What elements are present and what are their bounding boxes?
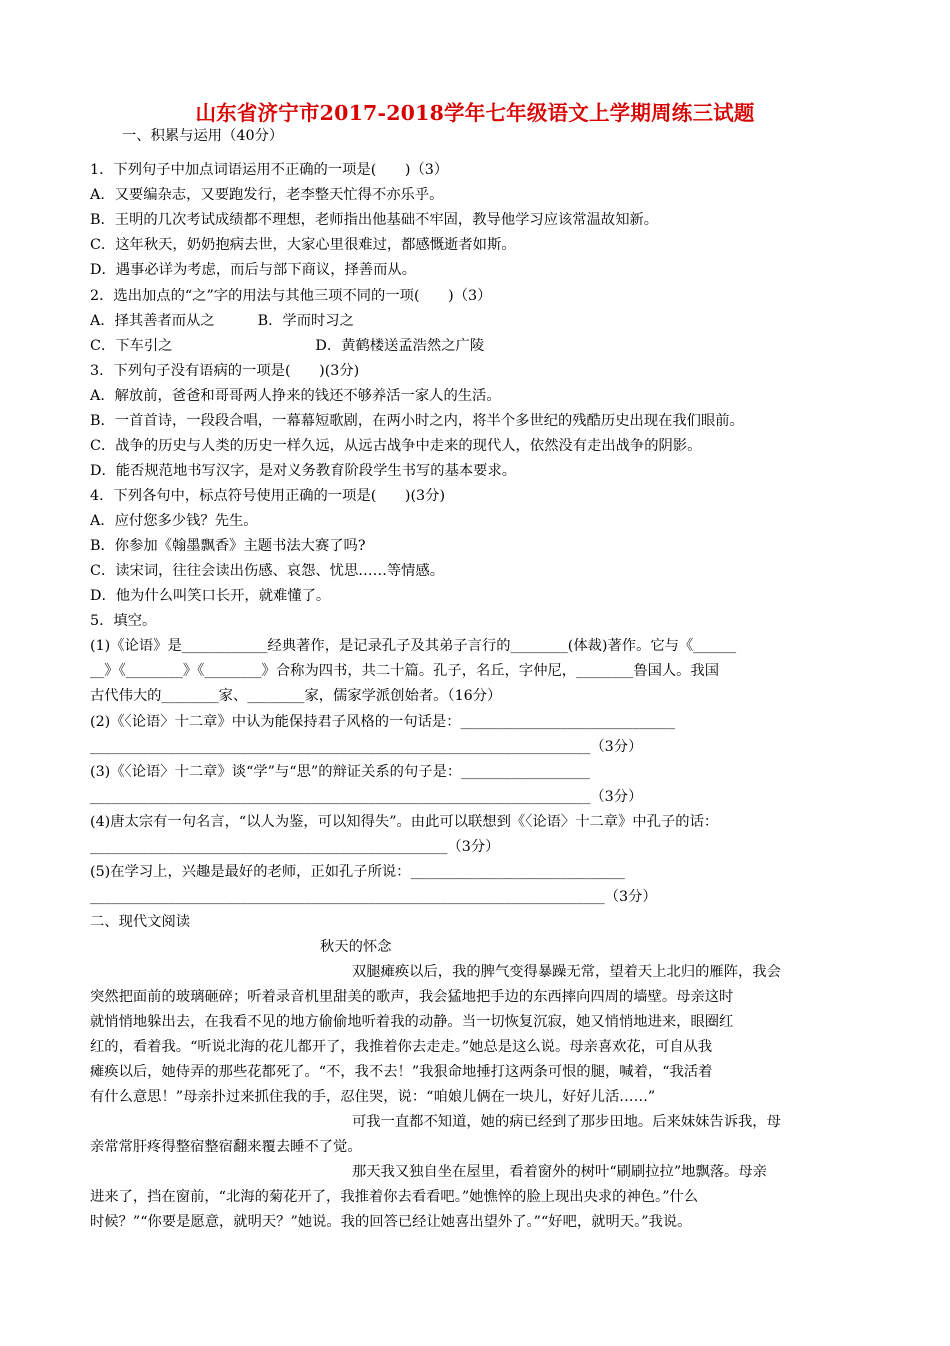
passage-line: 进来了，挡在窗前，“北海的菊花开了，我推着你去看看吧。”她憔悴的脸上现出央求的神色。”什么 xyxy=(90,1189,699,1205)
passage-line: 瘫痪以后，她侍弄的那些花都死了。“不，我不去！”我狠命地捶打这两条可恨的腿，喊着，“我活着 xyxy=(90,1064,713,1080)
section-heading-1: 一、积累与运用（40分） xyxy=(122,128,284,144)
question-3: 3．下列句子没有语病的一项是( )(3分) xyxy=(90,363,360,379)
q4-option-b: B．你参加《翰墨飘香》主题书法大赛了吗? xyxy=(90,538,366,554)
q5-part-1-line-1: (1)《论语》是____________经典著作，是记录孔子及其弟子言行的________(体裁)著作。它与《______ xyxy=(90,638,737,654)
passage-line: 可我一直都不知道，她的病已经到了那步田地。后来妹妹告诉我，母 xyxy=(352,1114,781,1130)
question-1: 1．下列句子中加点词语运用不正确的一项是( )（3） xyxy=(90,162,449,178)
q2-options-cd: C．下车引之 D．黄鹤楼送孟浩然之广陵 xyxy=(90,338,485,354)
q5-part-3-line-1: (3)《〈论语〉十二章》谈“学”与“思”的辩证关系的句子是：__________________ xyxy=(90,764,590,780)
question-2: 2．选出加点的“之”字的用法与其他三项不同的一项( )（3） xyxy=(90,288,492,304)
passage-line: 突然把面前的玻璃砸碎；听着录音机里甜美的歌声，我会猛地把手边的东西摔向四周的墙壁。母亲这时 xyxy=(90,989,734,1005)
q3-option-a: A．解放前，爸爸和哥哥两人挣来的钱还不够养活一家人的生活。 xyxy=(90,388,501,404)
q1-option-c: C．这年秋天，奶奶抱病去世，大家心里很难过，都感慨逝者如斯。 xyxy=(90,237,516,253)
q1-option-d: D．遇事必详为考虑，而后与部下商议，择善而从。 xyxy=(90,262,416,278)
q3-option-c: C．战争的历史与人类的历史一样久远，从远古战争中走来的现代人，依然没有走出战争的阴影。 xyxy=(90,438,702,454)
q3-option-d: D．能否规范地书写汉字，是对义务教育阶段学生书写的基本要求。 xyxy=(90,463,517,479)
passage-line: 有什么意思！”母亲扑过来抓住我的手，忍住哭，说：“咱娘儿俩在一块儿，好好儿活……” xyxy=(90,1089,656,1105)
passage-line: 那天我又独自坐在屋里，看着窗外的树叶“刷刷拉拉”地飘落。母亲 xyxy=(352,1164,767,1180)
q5-part-1-line-3: 古代伟大的________家、________家，儒家学派创始者。（16分） xyxy=(90,688,502,704)
passage-line: 红的，看着我。“听说北海的花儿都开了，我推着你去走走。”她总是这么说。母亲喜欢花，可自从我 xyxy=(90,1039,713,1055)
passage-title: 秋天的怀念 xyxy=(320,939,392,955)
q5-part-2-line-2: ______________________________________________________________________（3分） xyxy=(90,739,643,755)
q5-part-4-line-2: __________________________________________________（3分） xyxy=(90,839,500,855)
q5-part-3-line-2: ______________________________________________________________________（3分） xyxy=(90,789,643,805)
q5-part-2-line-1: (2)《〈论语〉十二章》中认为能保持君子风格的一句话是：______________________________ xyxy=(90,714,675,730)
question-4: 4．下列各句中，标点符号使用正确的一项是( )(3分) xyxy=(90,488,446,504)
q1-option-b: B．王明的几次考试成绩都不理想，老师指出他基础不牢固，教导他学习应该常温故知新。 xyxy=(90,212,659,228)
document-title: 山东省济宁市2017-2018学年七年级语文上学期周练三试题 xyxy=(195,101,755,125)
passage-line: 双腿瘫痪以后，我的脾气变得暴躁无常，望着天上北归的雁阵，我会 xyxy=(352,964,781,980)
q4-option-c: C．读宋词，往往会读出伤感、哀怨、忧思……等情感。 xyxy=(90,563,445,579)
q1-option-a: A．又要编杂志，又要跑发行，老李整天忙得不亦乐乎。 xyxy=(90,187,444,203)
q5-part-4-line-1: (4)唐太宗有一句名言，“以人为鉴，可以知得失”。由此可以联想到《〈论语〉十二章》中孔子的话： xyxy=(90,814,719,830)
passage-line: 亲常常肝疼得整宿整宿翻来覆去睡不了觉。 xyxy=(90,1139,362,1155)
section-heading-2: 二、现代文阅读 xyxy=(90,914,191,930)
passage-line: 时候？”“你要是愿意，就明天？”她说。我的回答已经让她喜出望外了。”“好吧，就明天。”我说。 xyxy=(90,1214,692,1230)
q4-option-a: A．应付您多少钱？先生。 xyxy=(90,513,258,529)
q5-part-5-line-1: (5)在学习上，兴趣是最好的老师，正如孔子所说：______________________________ xyxy=(90,864,625,880)
q5-part-5-line-2: ________________________________________________________________________（3分） xyxy=(90,889,657,905)
q4-option-d: D．他为什么叫笑口长开，就难懂了。 xyxy=(90,588,331,604)
passage-line: 就悄悄地躲出去，在我看不见的地方偷偷地听着我的动静。当一切恢复沉寂，她又悄悄地进来，眼圈红 xyxy=(90,1014,734,1030)
q5-part-1-line-2: __》《________》《________》合称为四书，共二十篇。孔子，名丘，字仲尼，________鲁国人。我国 xyxy=(90,663,720,679)
question-5: 5．填空。 xyxy=(90,613,157,629)
q2-options-ab: A．择其善者而从之 B．学而时习之 xyxy=(90,313,354,329)
q3-option-b: B．一首首诗，一段段合唱，一幕幕短歌剧，在两小时之内，将半个多世纪的残酷历史出现在我们眼前。 xyxy=(90,413,744,429)
